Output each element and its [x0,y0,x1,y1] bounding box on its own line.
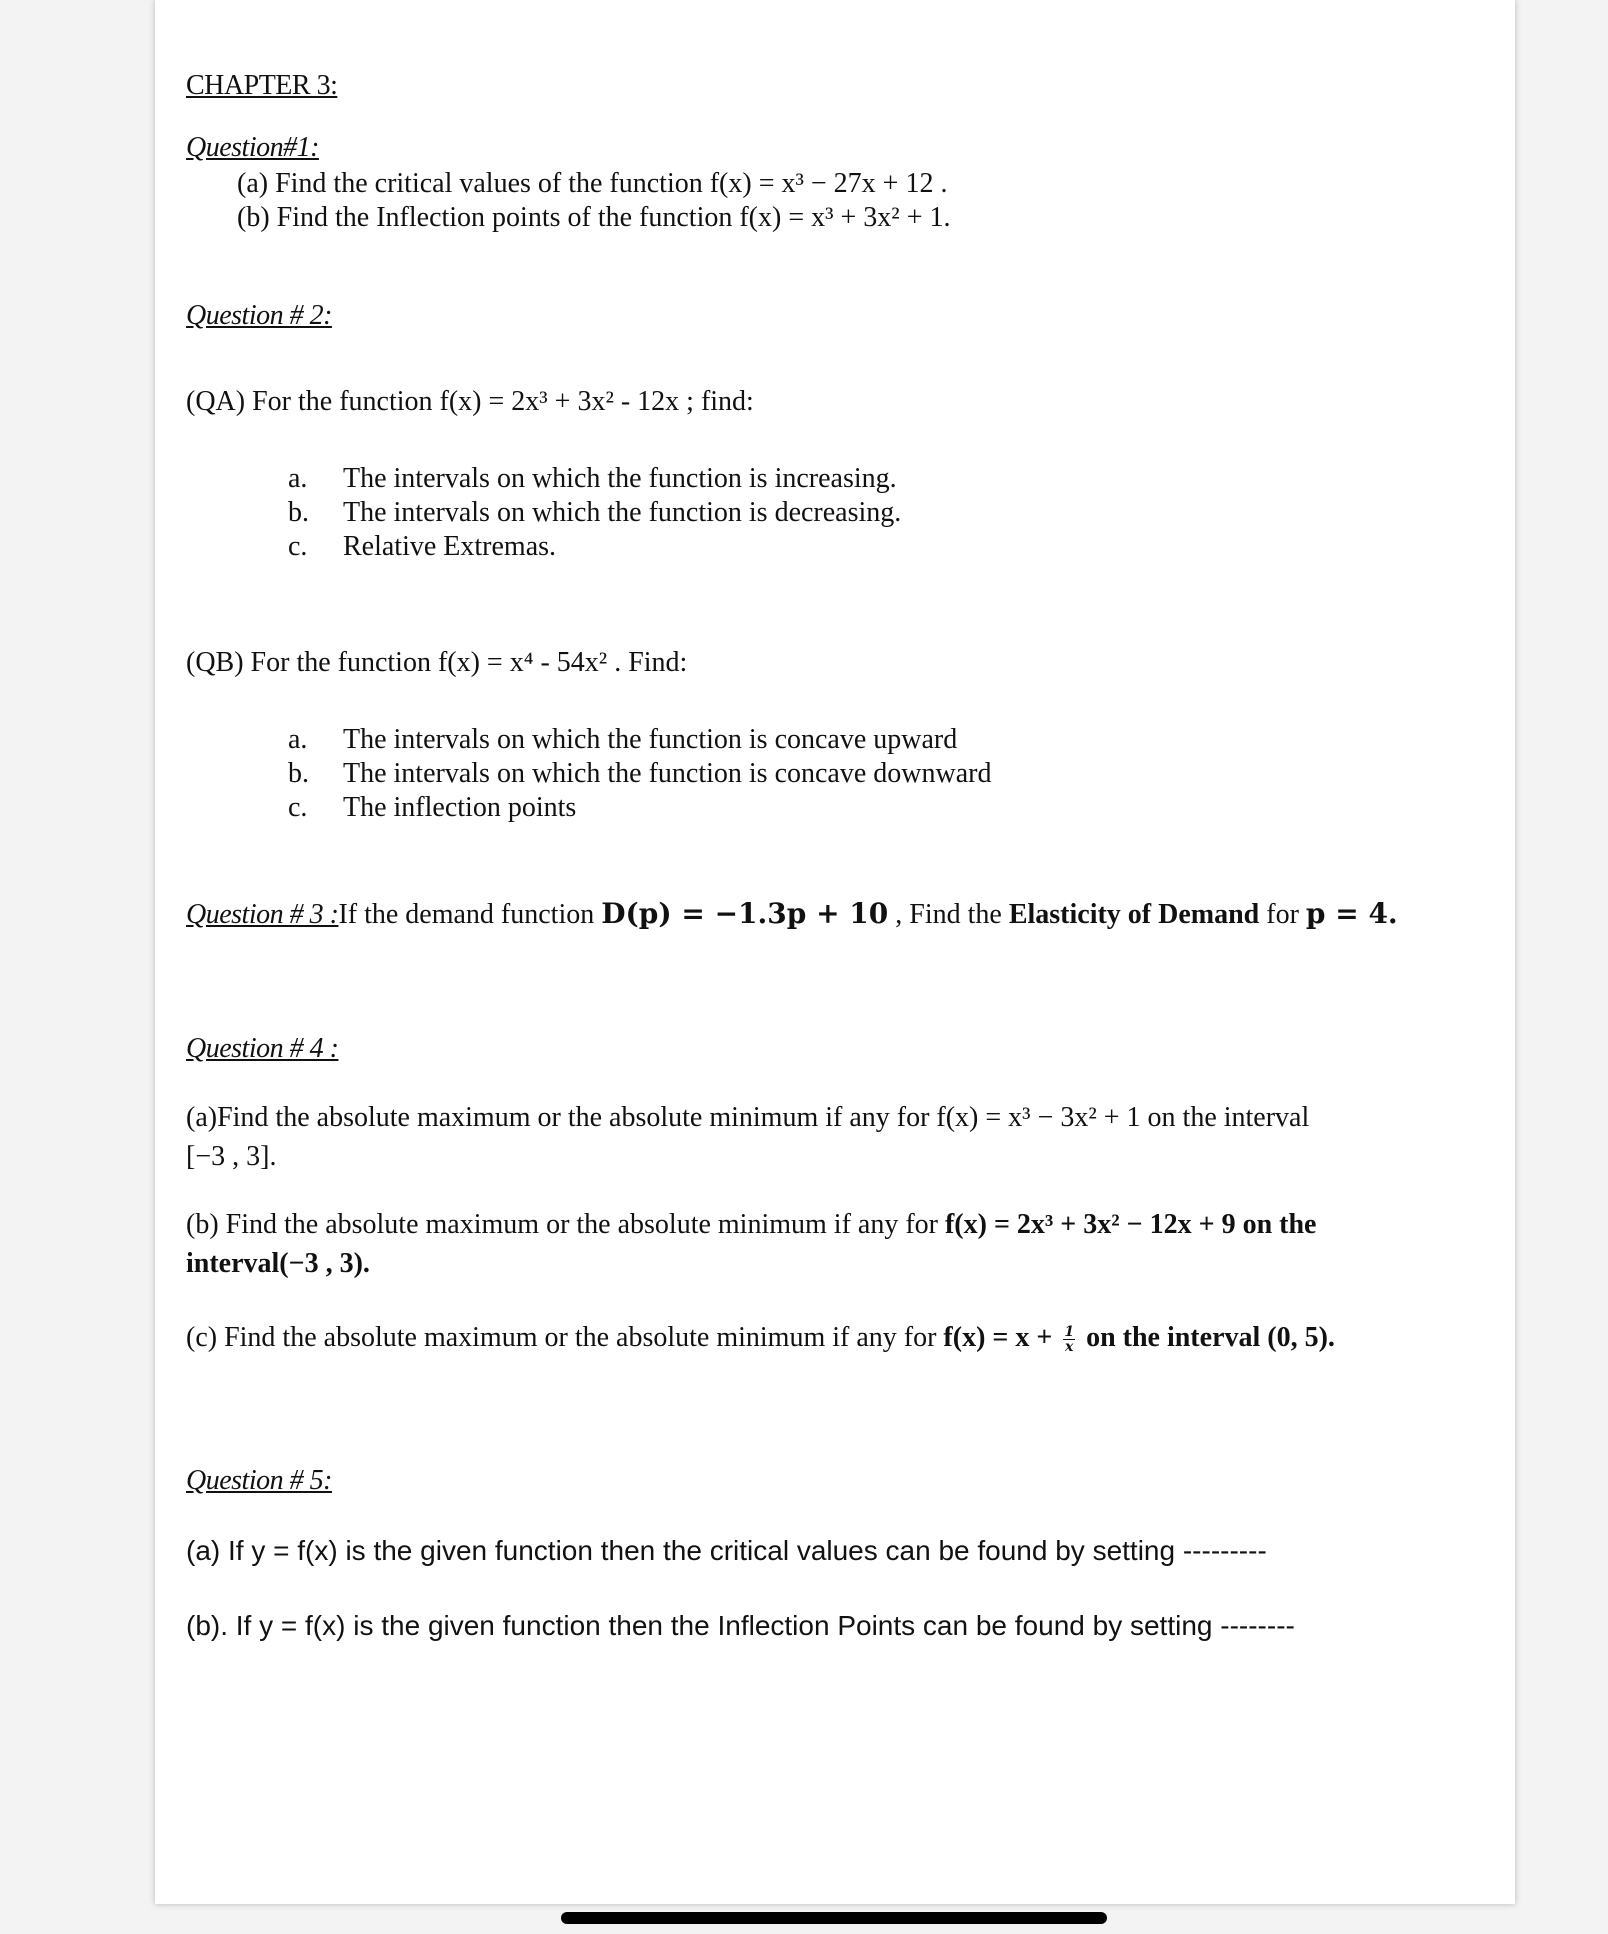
item-label: b. [288,758,309,789]
item-label: a. [288,463,308,494]
item-text: The inflection points [343,792,577,823]
item-text: The intervals on which the function is concave downward [343,758,992,789]
q3-text: If the demand function [338,899,602,930]
q4-c-fraction [1063,1325,1075,1354]
q2-qb-item [288,757,991,791]
q4-c-text: (c) Find the absolute maximum or the absolute minimum if any for [186,1322,944,1353]
home-indicator[interactable] [561,1912,1107,1924]
item-text: The intervals on which the function is decreasing. [343,497,902,528]
q4-c-tail: on the interval (0, 5). [1079,1322,1335,1353]
q4-part-a: (a)Find the absolute maximum or the absolute minimum if any for f(x) = x³ − 3x² + 1 on the interval [186,1102,1310,1133]
fraction-denominator: x [1065,1339,1074,1356]
q3-heading: Question # 3 : [186,899,339,930]
item-text: The intervals on which the function is increasing. [343,463,897,494]
q2-qb-item [288,791,576,825]
item-label: c. [288,531,308,562]
q4-b-text: (b) Find the absolute maximum or the absolute minimum if any for [186,1209,945,1240]
q3-line [186,897,1398,932]
q4-part-a-interval: [−3 , 3]. [186,1141,277,1172]
q2-qb-item [288,723,957,757]
q2-qa-intro: (QA) For the function f(x) = 2x³ + 3x² - 12x ; find: [186,386,754,417]
q2-qb-intro: (QB) For the function f(x) = x⁴ - 54x² . Find: [186,647,688,678]
item-text: Relative Extremas. [343,531,557,562]
item-label: b. [288,497,309,528]
fraction-numerator: 1 [1064,1324,1075,1341]
q2-qa-item [288,496,901,530]
q4-c-formula: f(x) = x + [943,1322,1060,1353]
q4-heading: Question # 4 : [186,1033,339,1064]
q1-heading: Question#1: [186,132,319,163]
q1-part-b: (b) Find the Inflection points of the function f(x) = x³ + 3x² + 1. [237,202,951,233]
q2-qa-item [288,462,897,496]
q2-heading: Question # 2: [186,300,332,331]
q3-bold-term: Elasticity of Demand [1008,899,1260,930]
q3-formula: D(p) = −1.3p + 10 [601,897,889,930]
item-text: The intervals on which the function is concave upward [343,724,958,755]
q3-condition: p = 4. [1305,897,1398,930]
q4-part-b [186,1208,1316,1242]
item-label: a. [288,724,308,755]
q5-part-a: (a) If y = f(x) is the given function then the critical values can be found by setting --------- [186,1535,1267,1566]
q5-part-b: (b). If y = f(x) is the given function then the Inflection Points can be found by setting -------- [186,1610,1295,1641]
q4-part-b-interval: interval(−3 , 3). [186,1248,370,1279]
document-page [155,0,1515,1904]
q3-text: , Find the [888,899,1009,930]
q4-part-c [186,1321,1335,1355]
q5-heading: Question # 5: [186,1465,332,1496]
q1-part-a: (a) Find the critical values of the function f(x) = x³ − 27x + 12 . [237,168,948,199]
chapter-title: CHAPTER 3: [186,70,338,101]
q2-qa-item [288,530,556,564]
item-label: c. [288,792,308,823]
q4-b-formula: f(x) = 2x³ + 3x² − 12x + 9 on the [944,1209,1317,1240]
q3-text: for [1259,899,1306,930]
